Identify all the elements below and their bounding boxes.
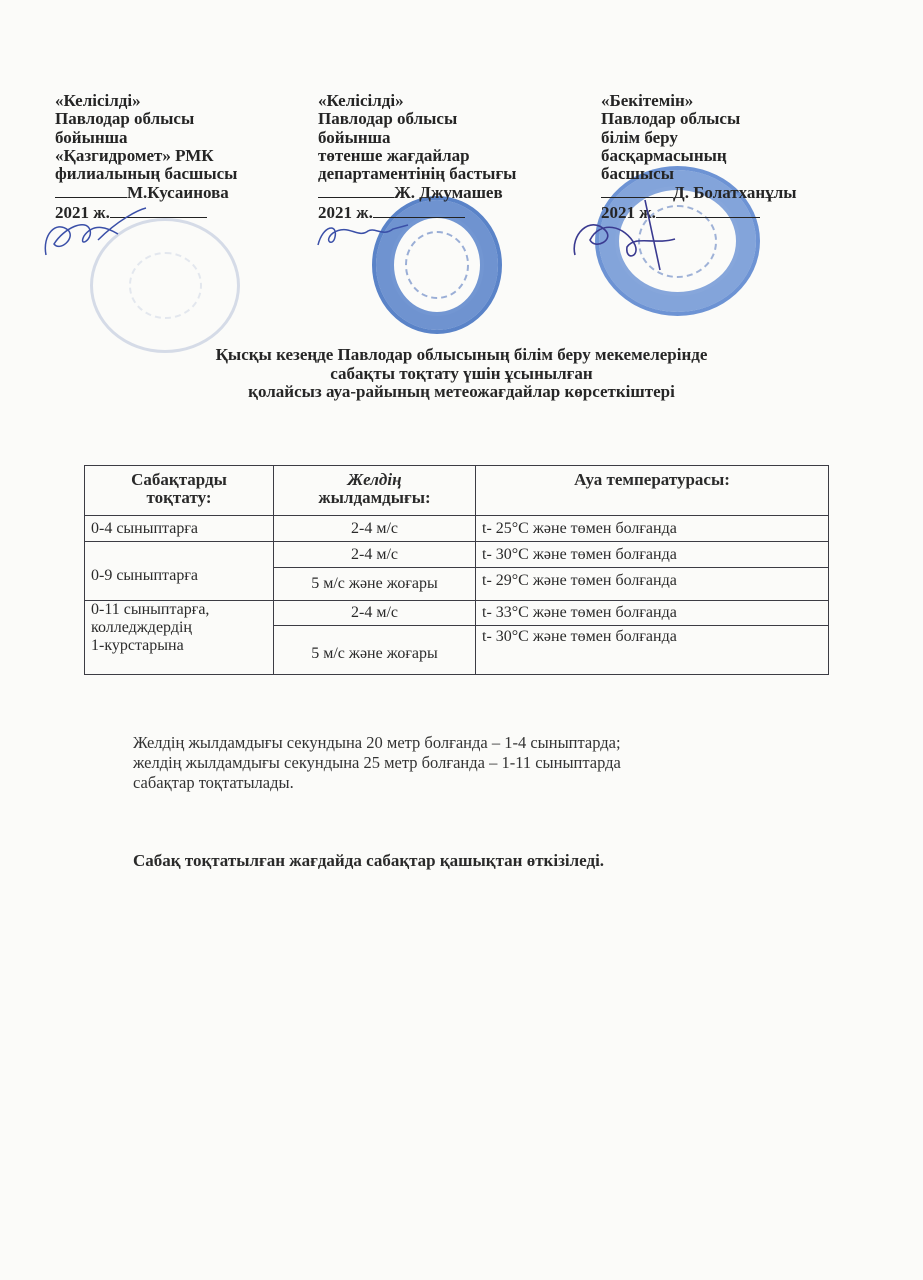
header-text: Желдің: [347, 470, 402, 489]
approval-date: 2021 ж.: [55, 202, 110, 222]
approval-line: басқармасының: [601, 145, 727, 165]
signatory-name: Ж. Джумашев: [394, 183, 503, 203]
cell-group-line: колледждердің: [91, 619, 192, 636]
signature-kusainova: [38, 200, 158, 270]
cell-temp: t- 29°C және төмен болғанда: [476, 568, 829, 601]
approval-line: Павлодар облысы: [318, 109, 458, 129]
approval-line: бойынша: [318, 127, 391, 147]
paragraph-line: сабақтар тоқтатылады.: [133, 773, 294, 792]
cell-wind: 5 м/с және жоғары: [274, 626, 476, 675]
signature-bolatkhanuly: [565, 195, 695, 275]
cell-temp: t- 25°C және төмен болғанда: [476, 516, 829, 542]
document-title: [100, 346, 823, 402]
header-cancel-classes: [85, 466, 274, 516]
signatory-name: Д. Болатханұлы: [673, 183, 797, 203]
cell-group-line: 1-курстарына: [91, 637, 184, 654]
approval-line: бойынша: [55, 127, 128, 147]
header-text: тоқтату:: [146, 488, 212, 507]
cell-temp: t- 30°C және төмен болғанда: [476, 626, 829, 675]
signature-line: [55, 183, 127, 198]
approval-line: Павлодар облысы: [601, 109, 741, 129]
approval-line: білім беру: [601, 127, 678, 147]
cell-wind: 5 м/с және жоғары: [274, 568, 476, 601]
title-line: сабақты тоқтату үшін ұсынылған: [330, 363, 593, 383]
signature-dzhumashev: [313, 215, 413, 255]
cell-wind: 2-4 м/с: [274, 542, 476, 568]
cell-wind: 2-4 м/с: [274, 601, 476, 626]
weather-conditions-table: [84, 465, 829, 675]
table-header-row: [85, 466, 829, 516]
approval-line: Павлодар облысы: [55, 109, 195, 129]
header-text: жылдамдығы:: [318, 488, 431, 507]
signature-line: [318, 183, 394, 198]
approval-heading: «Келісілді»: [318, 91, 404, 110]
cell-temp: t- 33°C және төмен болғанда: [476, 601, 829, 626]
approval-line: департаментінің бастығы: [318, 164, 517, 184]
cell-group: [85, 601, 274, 675]
approval-heading: «Келісілді»: [55, 91, 141, 110]
paragraph-line: желдің жылдамдығы секундына 25 метр болғанда – 1-11 сыныптарда: [133, 753, 621, 772]
title-line: қолайсыз ауа-райының метеожағдайлар көрсеткіштері: [248, 382, 675, 401]
cell-group: 0-4 сыныптарға: [85, 516, 274, 542]
approval-line: төтенше жағдайлар: [318, 145, 470, 165]
approval-date: 2021 ж.: [318, 202, 373, 222]
table-row: [85, 601, 829, 626]
title-line: Қысқы кезеңде Павлодар облысының білім беру мекемелерінде: [215, 345, 708, 364]
approval-line: «Қазгидромет» РМК: [55, 145, 214, 165]
header-text: Сабақтарды: [131, 470, 227, 489]
cell-group: 0-9 сыныптарға: [85, 542, 274, 601]
header-air-temperature: Ауа температурасы:: [476, 466, 829, 516]
table-row: [85, 542, 829, 568]
paragraph-line: Желдің жылдамдығы секундына 20 метр болғанда – 1-4 сыныптарда;: [133, 733, 621, 752]
wind-speed-paragraph: [133, 733, 813, 793]
approval-date: 2021 ж.: [601, 202, 656, 222]
approval-block-emergency: [318, 92, 516, 222]
cell-wind: 2-4 м/с: [274, 516, 476, 542]
cell-group-line: 0-11 сыныптарға,: [91, 601, 210, 618]
signatory-name: М.Кусаинова: [127, 183, 229, 203]
header-wind-speed: [274, 466, 476, 516]
approval-heading: «Бекітемін»: [601, 91, 694, 110]
cell-temp: t- 30°C және төмен болғанда: [476, 542, 829, 568]
approval-line: басшысы: [601, 164, 674, 184]
approval-line: филиалының басшысы: [55, 164, 238, 184]
table-row: [85, 516, 829, 542]
remote-lessons-note: Сабақ тоқтатылған жағдайда сабақтар қашықтан өткізіледі.: [133, 851, 605, 870]
